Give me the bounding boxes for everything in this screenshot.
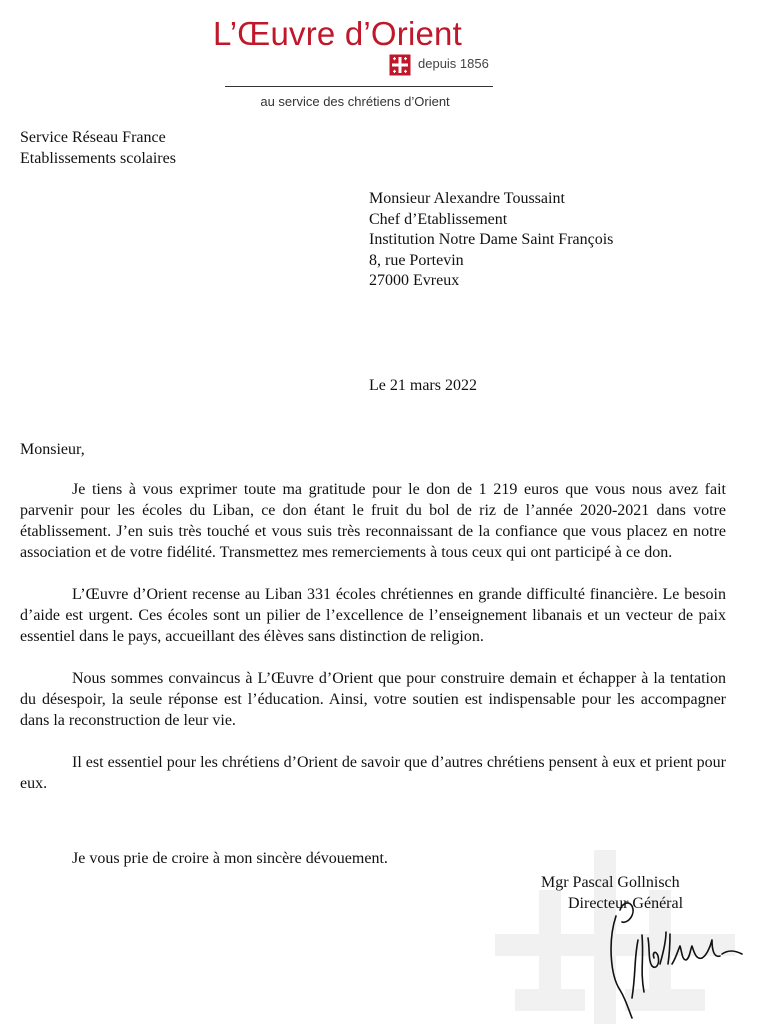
recipient-street: 8, rue Portevin bbox=[369, 251, 464, 269]
signatory-name: Mgr Pascal Gollnisch bbox=[541, 874, 680, 891]
letter-date: Le 21 mars 2022 bbox=[369, 377, 477, 394]
body-paragraph: Il est essentiel pour les chrétiens d’Orient de savoir que d’autres chrétiens pensent à eux et prient pour eux. bbox=[20, 754, 726, 792]
organization-tagline: au service des chrétiens d’Orient bbox=[260, 94, 450, 109]
jerusalem-cross-icon bbox=[388, 53, 412, 77]
organization-logo-title: L’Œuvre d’Orient bbox=[213, 15, 462, 52]
signatory-title: Directeur Général bbox=[568, 895, 684, 912]
sender-line: Etablissements scolaires bbox=[20, 149, 176, 167]
sender-block bbox=[20, 128, 176, 169]
body-paragraph: L’Œuvre d’Orient recense au Liban 331 écoles chrétiennes en grande difficulté financière. Le besoin d’aide est urgent. Ces écoles sont un pilier de l’excellence de l’enseignement libanais et un vecteur de paix essentiel dans le pays, accueillant des élèves sans distinction de religion. bbox=[20, 586, 726, 645]
recipient-name: Monsieur Alexandre Toussaint bbox=[369, 190, 565, 207]
handwritten-signature bbox=[598, 880, 748, 1020]
letterhead-divider bbox=[225, 86, 493, 87]
recipient-role: Chef d’Etablissement bbox=[369, 210, 508, 228]
body-paragraph: Je tiens à vous exprimer toute ma gratitude pour le don de 1 219 euros que vous nous avez fait parvenir pour les écoles du Liban, ce don étant le fruit du bol de riz de l’année 2020-2021 dans votre établissement. J’en suis très touché et vous suis très reconnaissant de la confiance que vous placez en notre association et de votre fidélité. Transmettez mes remerciements à tous ceux qui ont participé à ce don. bbox=[20, 481, 726, 561]
recipient-city: 27000 Evreux bbox=[369, 272, 460, 289]
letter-body bbox=[20, 479, 726, 815]
founding-year: depuis 1856 bbox=[418, 56, 489, 71]
salutation: Monsieur, bbox=[20, 441, 85, 458]
body-paragraph: Nous sommes convaincus à L’Œuvre d’Orient que pour construire demain et échapper à la tentation du désespoir, la seule réponse est l’éducation. Ainsi, votre soutien est indispensable pour les accompagner dans la reconstruction de leur vie. bbox=[20, 670, 726, 729]
sender-line: Service Réseau France bbox=[20, 129, 166, 146]
recipient-institution: Institution Notre Dame Saint François bbox=[369, 231, 614, 248]
closing-line: Je vous prie de croire à mon sincère dévouement. bbox=[72, 850, 388, 867]
recipient-address bbox=[369, 189, 613, 292]
